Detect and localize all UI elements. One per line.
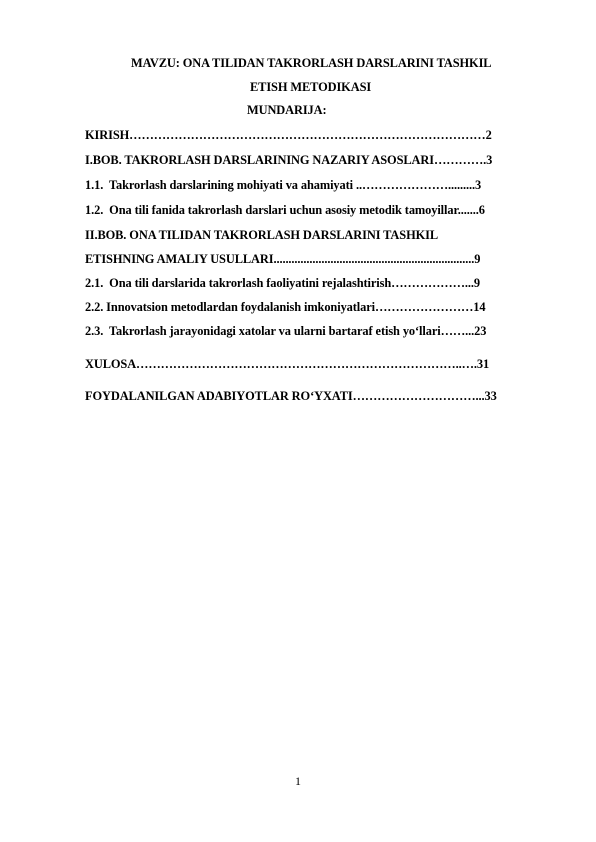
toc-entry-text: ETISHNING AMALIY USULLARI...................................................................9 bbox=[85, 252, 481, 266]
toc-entry-text: I.BOB. TAKRORLASH DARSLARINING NAZARIY ASOSLARI………….3 bbox=[85, 153, 493, 167]
toc-entry-text: 1.2. Ona tili fanida takrorlash darslari uchun asosiy metodik tamoyillar.......6 bbox=[85, 203, 485, 217]
toc-entry-text: II.BOB. ONA TILIDAN TAKRORLASH DARSLARINI TASHKIL bbox=[85, 228, 439, 242]
toc-entry bbox=[85, 178, 555, 193]
toc-entry bbox=[85, 128, 555, 143]
toc-entry bbox=[85, 228, 555, 243]
toc-entry-text: 2.3. Takrorlash jarayonidagi xatolar va ularni bartaraf etish yo‘llari……...23 bbox=[85, 324, 487, 338]
toc-entry bbox=[85, 252, 555, 267]
toc-entry-text: 1.1. Takrorlash darslarining mohiyati va ahamiyati ..………………….........3 bbox=[85, 178, 482, 192]
page-number: 1 bbox=[295, 774, 301, 788]
toc-entry bbox=[85, 357, 555, 372]
toc-entry-text: 2.2. Innovatsion metodlardan foydalanish imkoniyatlari……………………14 bbox=[85, 300, 486, 314]
toc-entry bbox=[85, 276, 555, 291]
toc-entry bbox=[85, 153, 555, 168]
toc-entry bbox=[85, 324, 555, 339]
toc-entry-text: KIRISH……………………………………………………………………………2 bbox=[85, 128, 492, 142]
toc-entry bbox=[85, 203, 555, 218]
document-title-line-1: MAVZU: ONA TILIDAN TAKRORLASH DARSLARINI TASHKIL bbox=[131, 56, 492, 70]
toc-entry-text: XULOSA……………………………………………………………………..….31 bbox=[85, 357, 490, 371]
toc-entry-text: FOYDALANILGAN ADABIYOTLAR RO‘YXATI…………………………...33 bbox=[85, 389, 497, 403]
document-title-line-2: ETISH METODIKASI bbox=[250, 80, 372, 94]
toc-entry bbox=[85, 389, 555, 404]
contents-heading: MUNDARIJA: bbox=[247, 103, 327, 117]
toc-entry-text: 2.1. Ona tili darslarida takrorlash faoliyatini rejalashtirish………………...9 bbox=[85, 276, 480, 290]
toc-entry bbox=[85, 300, 555, 315]
